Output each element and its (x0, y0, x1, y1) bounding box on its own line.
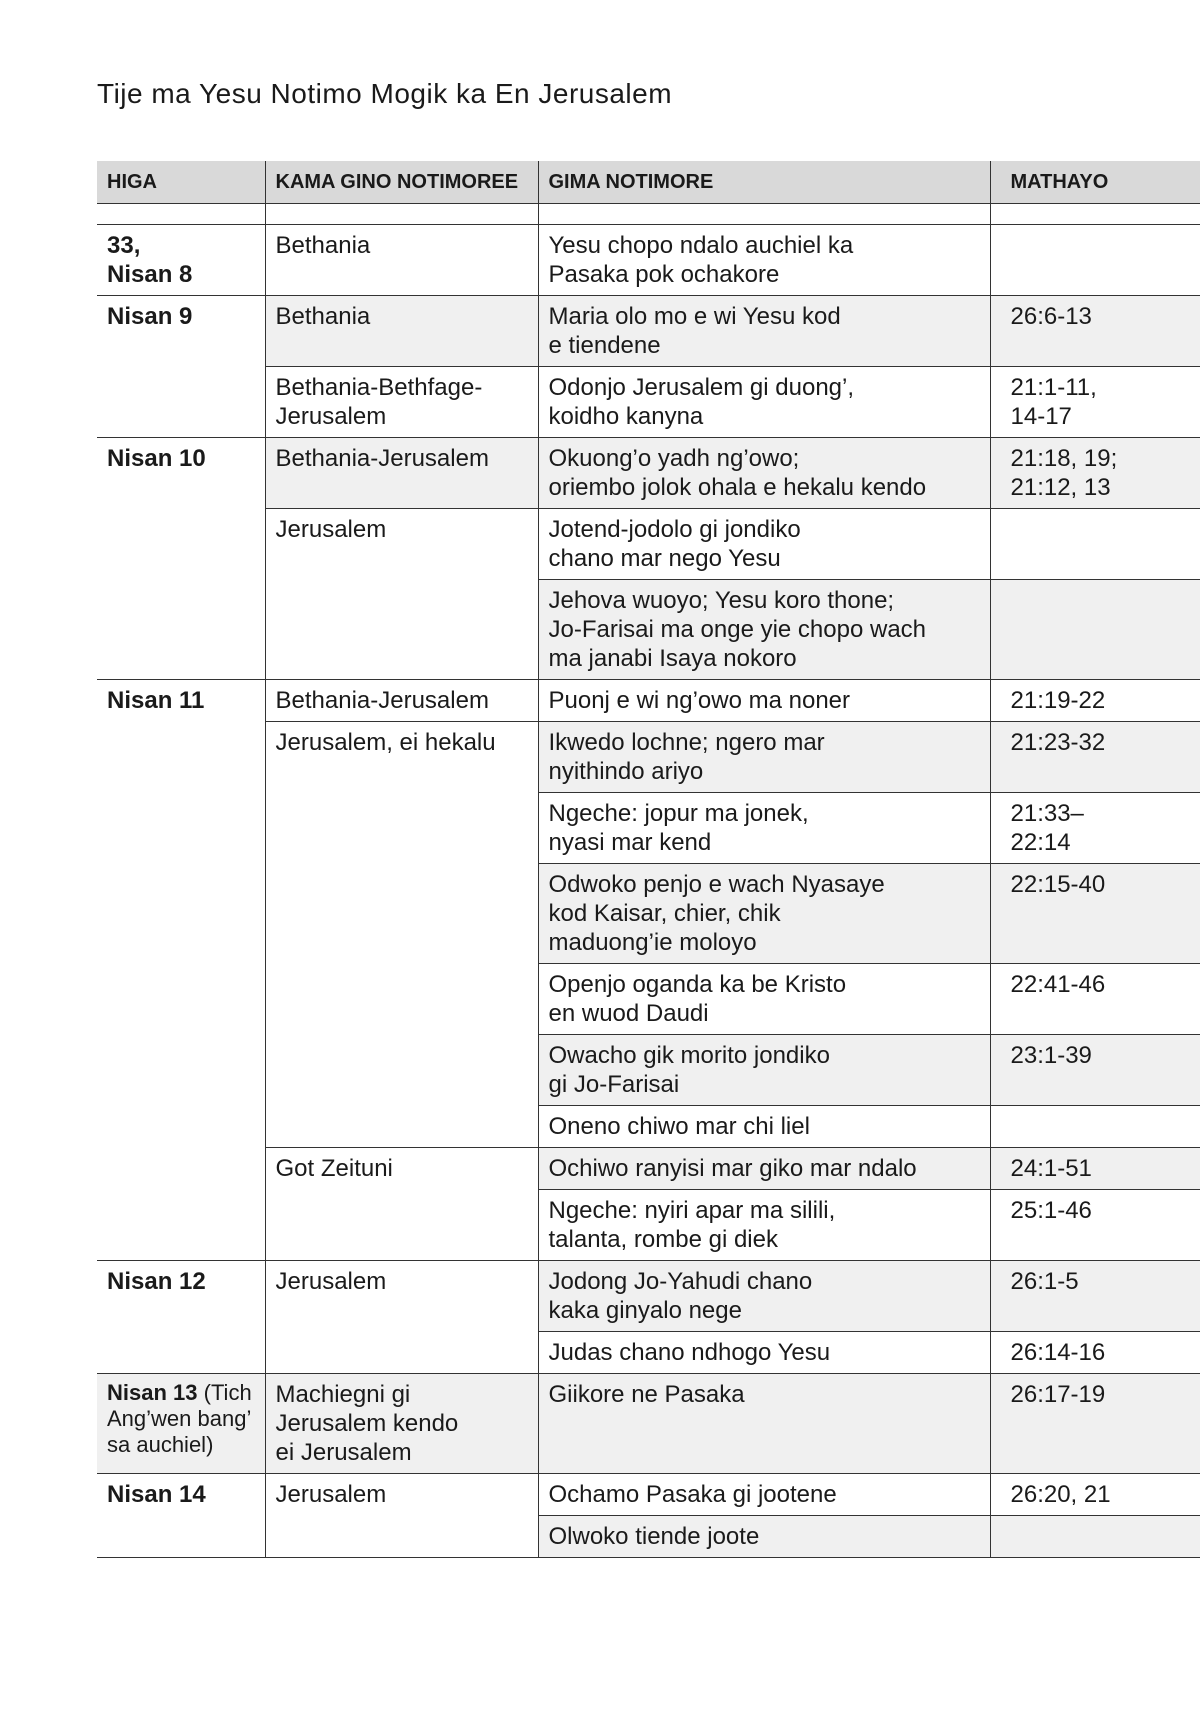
reference-cell: 21:19-22 (990, 680, 1200, 722)
table-row (97, 1261, 1200, 1332)
header-reference: MATHAYO (990, 161, 1200, 204)
day-cell: Nisan 12 (97, 1261, 265, 1374)
header-day: HIGA (97, 161, 265, 204)
event-cell: Ochiwo ranyisi mar giko mar ndalo (538, 1148, 990, 1190)
reference-cell: 21:33– 22:14 (990, 793, 1200, 864)
place-cell: Bethania (265, 225, 538, 296)
place-cell: Jerusalem, ei hekalu (265, 722, 538, 1148)
reference-cell: 22:15-40 (990, 864, 1200, 964)
reference-cell: 21:1-11, 14-17 (990, 367, 1200, 438)
event-cell: Ikwedo lochne; ngero mar nyithindo ariyo (538, 722, 990, 793)
event-cell: Ngeche: nyiri apar ma silili, talanta, rombe gi diek (538, 1190, 990, 1261)
reference-cell: 26:6-13 (990, 296, 1200, 367)
place-cell: Bethania-Jerusalem (265, 680, 538, 722)
event-cell: Yesu chopo ndalo auchiel ka Pasaka pok ochakore (538, 225, 990, 296)
day-cell: Nisan 11 (97, 680, 265, 1261)
place-cell: Bethania (265, 296, 538, 367)
place-cell: Jerusalem (265, 509, 538, 680)
reference-cell: 21:23-32 (990, 722, 1200, 793)
event-cell: Oneno chiwo mar chi liel (538, 1106, 990, 1148)
event-cell: Olwoko tiende joote (538, 1516, 990, 1558)
event-cell: Okuong’o yadh ng’owo; oriembo jolok ohala e hekalu kendo (538, 438, 990, 509)
place-cell: Jerusalem (265, 1474, 538, 1558)
table-row (97, 296, 1200, 367)
reference-cell: 23:1-39 (990, 1035, 1200, 1106)
reference-cell: 22:41-46 (990, 964, 1200, 1035)
schedule-table (97, 161, 1200, 1558)
table-row (97, 680, 1200, 722)
event-cell: Ngeche: jopur ma jonek, nyasi mar kend (538, 793, 990, 864)
place-cell: Machiegni gi Jerusalem kendo ei Jerusalem (265, 1374, 538, 1474)
reference-cell: 25:1-46 (990, 1190, 1200, 1261)
reference-cell (990, 1516, 1200, 1558)
day-cell: 33, Nisan 8 (97, 225, 265, 296)
header-place: KAMA GINO NOTIMOREE (265, 161, 538, 204)
event-cell: Odwoko penjo e wach Nyasaye kod Kaisar, chier, chik maduong’ie moloyo (538, 864, 990, 964)
day-cell: Nisan 14 (97, 1474, 265, 1558)
event-cell: Jodong Jo-Yahudi chano kaka ginyalo nege (538, 1261, 990, 1332)
table-header-row (97, 161, 1200, 204)
reference-cell (990, 509, 1200, 580)
day-cell: Nisan 13 (Tich Ang’wen bang’ sa auchiel) (97, 1374, 265, 1474)
reference-cell (990, 225, 1200, 296)
reference-cell: 26:20, 21 (990, 1474, 1200, 1516)
reference-cell: 26:17-19 (990, 1374, 1200, 1474)
event-cell: Ochamo Pasaka gi jootene (538, 1474, 990, 1516)
event-cell: Judas chano ndhogo Yesu (538, 1332, 990, 1374)
place-cell: Got Zeituni (265, 1148, 538, 1261)
event-cell: Owacho gik morito jondiko gi Jo-Farisai (538, 1035, 990, 1106)
place-cell: Bethania-Jerusalem (265, 438, 538, 509)
table-row (97, 1374, 1200, 1474)
event-cell: Jehova wuoyo; Yesu koro thone; Jo-Farisai ma onge yie chopo wach ma janabi Isaya nokoro (538, 580, 990, 680)
spacer-row (97, 204, 1200, 225)
place-cell: Jerusalem (265, 1261, 538, 1374)
reference-cell (990, 580, 1200, 680)
event-cell: Odonjo Jerusalem gi duong’, koidho kanyna (538, 367, 990, 438)
day-cell: Nisan 9 (97, 296, 265, 438)
reference-cell (990, 1106, 1200, 1148)
event-cell: Jotend-jodolo gi jondiko chano mar nego Yesu (538, 509, 990, 580)
event-cell: Maria olo mo e wi Yesu kod e tiendene (538, 296, 990, 367)
header-event: GIMA NOTIMORE (538, 161, 990, 204)
place-cell: Bethania-Bethfage- Jerusalem (265, 367, 538, 438)
day-cell: Nisan 10 (97, 438, 265, 680)
reference-cell: 21:18, 19; 21:12, 13 (990, 438, 1200, 509)
event-cell: Openjo oganda ka be Kristo en wuod Daudi (538, 964, 990, 1035)
reference-cell: 26:14-16 (990, 1332, 1200, 1374)
table-row (97, 1474, 1200, 1516)
table-row (97, 225, 1200, 296)
table-row (97, 438, 1200, 509)
reference-cell: 26:1-5 (990, 1261, 1200, 1332)
event-cell: Giikore ne Pasaka (538, 1374, 990, 1474)
event-cell: Puonj e wi ng’owo ma noner (538, 680, 990, 722)
page-title: Tije ma Yesu Notimo Mogik ka En Jerusalem (97, 78, 673, 109)
reference-cell: 24:1-51 (990, 1148, 1200, 1190)
